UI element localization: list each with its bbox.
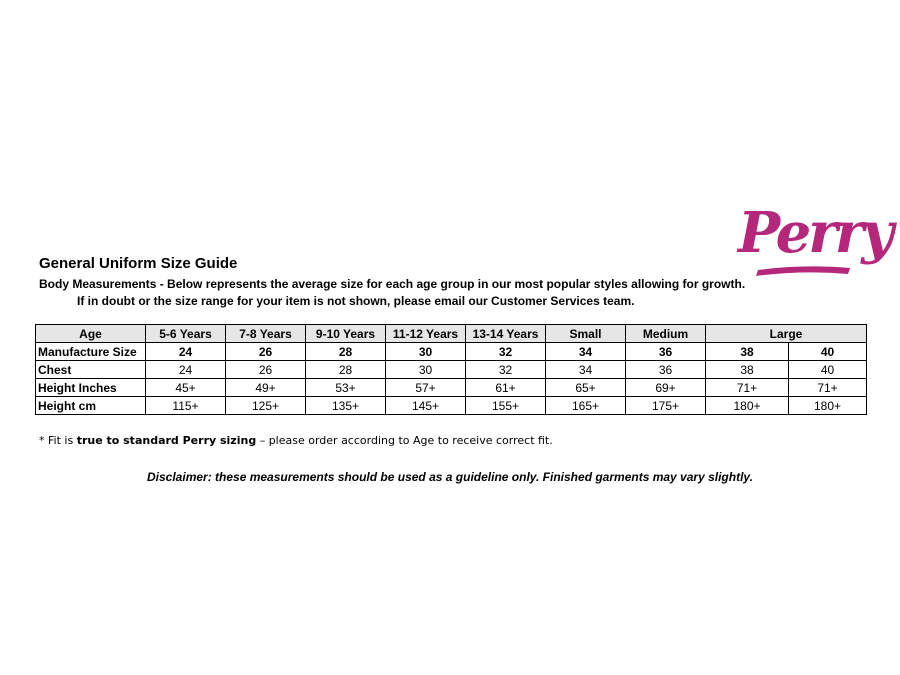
table-cell: 65+ bbox=[546, 379, 626, 397]
row-label: Height Inches bbox=[36, 379, 146, 397]
table-row bbox=[36, 343, 867, 361]
disclaimer: Disclaimer: these measurements should be used as a guideline only. Finished garments may vary slightly. bbox=[147, 470, 753, 484]
table-cell: 69+ bbox=[626, 379, 706, 397]
table-cell: 30 bbox=[386, 361, 466, 379]
table-row bbox=[36, 397, 867, 415]
table-cell: 57+ bbox=[386, 379, 466, 397]
header-cell: Age bbox=[36, 325, 146, 343]
table-cell: 61+ bbox=[466, 379, 546, 397]
table-cell: 49+ bbox=[226, 379, 306, 397]
header-cell: Medium bbox=[626, 325, 706, 343]
table-cell: 30 bbox=[386, 343, 466, 361]
table-cell: 36 bbox=[626, 343, 706, 361]
table-cell: 45+ bbox=[146, 379, 226, 397]
table-cell: 145+ bbox=[386, 397, 466, 415]
table-row bbox=[36, 361, 867, 379]
table-header-row bbox=[36, 325, 867, 343]
table-cell: 165+ bbox=[546, 397, 626, 415]
table-cell: 38 bbox=[706, 361, 789, 379]
table-cell: 180+ bbox=[706, 397, 789, 415]
logo-wordmark: Perry bbox=[738, 200, 891, 266]
table-cell: 32 bbox=[466, 343, 546, 361]
table-cell: 24 bbox=[146, 361, 226, 379]
footnote-emphasis: true to standard Perry sizing bbox=[76, 434, 257, 447]
table-cell: 71+ bbox=[706, 379, 789, 397]
header-cell: Small bbox=[546, 325, 626, 343]
page-title: General Uniform Size Guide bbox=[39, 255, 238, 272]
table-cell: 71+ bbox=[789, 379, 867, 397]
table-cell: 53+ bbox=[306, 379, 386, 397]
table-cell: 28 bbox=[306, 343, 386, 361]
table-cell: 26 bbox=[226, 361, 306, 379]
header-cell: 11-12 Years bbox=[386, 325, 466, 343]
table-cell: 40 bbox=[789, 343, 867, 361]
table-cell: 135+ bbox=[306, 397, 386, 415]
row-label: Height cm bbox=[36, 397, 146, 415]
table-cell: 38 bbox=[706, 343, 789, 361]
header-cell: Large bbox=[706, 325, 867, 343]
footnote-suffix: – please order according to Age to receive correct fit. bbox=[256, 434, 553, 447]
table-cell: 175+ bbox=[626, 397, 706, 415]
logo-swoosh bbox=[756, 266, 850, 276]
fit-footnote bbox=[39, 434, 553, 447]
table-row bbox=[36, 379, 867, 397]
contact-note: If in doubt or the size range for your item is not shown, please email our Customer Services team. bbox=[77, 294, 635, 308]
table-cell: 36 bbox=[626, 361, 706, 379]
table-cell: 125+ bbox=[226, 397, 306, 415]
table-cell: 34 bbox=[546, 361, 626, 379]
table-cell: 34 bbox=[546, 343, 626, 361]
size-table bbox=[35, 324, 867, 415]
perry-logo bbox=[732, 188, 891, 280]
table-cell: 115+ bbox=[146, 397, 226, 415]
header-cell: 9-10 Years bbox=[306, 325, 386, 343]
page-subtitle: Body Measurements - Below represents the average size for each age group in our most popular styles allowing for growth. bbox=[39, 277, 746, 291]
table-cell: 155+ bbox=[466, 397, 546, 415]
table-cell: 32 bbox=[466, 361, 546, 379]
table-cell: 26 bbox=[226, 343, 306, 361]
header-cell: 7-8 Years bbox=[226, 325, 306, 343]
table-cell: 40 bbox=[789, 361, 867, 379]
table-cell: 180+ bbox=[789, 397, 867, 415]
row-label: Chest bbox=[36, 361, 146, 379]
table-cell: 28 bbox=[306, 361, 386, 379]
header-cell: 13-14 Years bbox=[466, 325, 546, 343]
footnote-prefix: * Fit is bbox=[39, 434, 77, 447]
header-cell: 5-6 Years bbox=[146, 325, 226, 343]
row-label: Manufacture Size bbox=[36, 343, 146, 361]
table-cell: 24 bbox=[146, 343, 226, 361]
